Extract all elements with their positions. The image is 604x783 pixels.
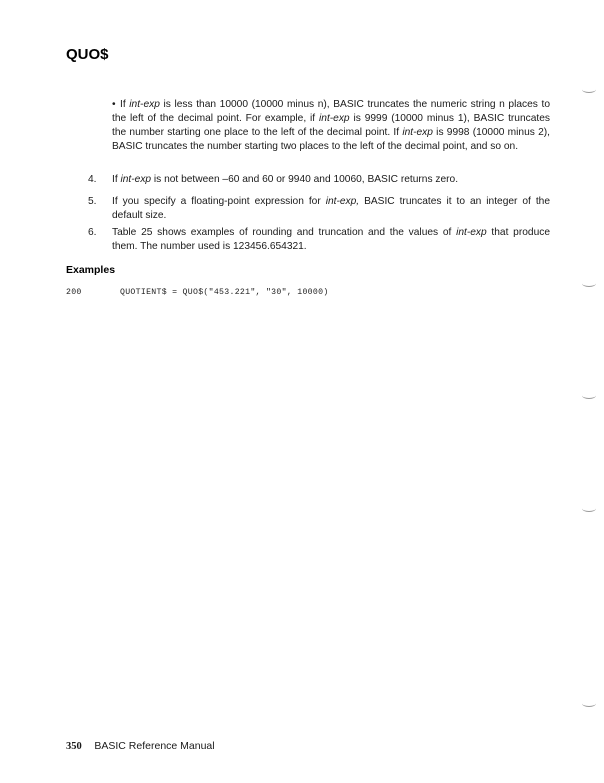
examples-heading: Examples xyxy=(66,264,116,276)
bullet-text: If int-exp is less than 10000 (10000 minus n), BASIC truncates the numeric string n places to the left of the decimal point. For example, if int-exp is 9999 (10000 minus 1), BASIC truncates the number starting one place to the left of the decimal point. If int-exp is 9998 (10000 minus 2), BASIC truncates the number starting two places to the left of the decimal point, and so on. xyxy=(112,99,550,152)
list-item-number: 6. xyxy=(88,227,97,238)
code-line-number: 200 xyxy=(66,288,82,297)
list-item-text: If you specify a floating-point expression for int-exp, BASIC truncates it to an integer of the default size. xyxy=(112,196,551,221)
list-item-text: Table 25 shows examples of rounding and truncation and the values of int-exp that produce them. The number used is 123456.654321. xyxy=(112,227,550,252)
code-statement: QUOTIENT$ = QUO$("453.221", "30", 10000) xyxy=(120,288,329,297)
list-item-number: 5. xyxy=(88,196,97,207)
binder-mark xyxy=(582,392,596,399)
binder-mark xyxy=(582,700,596,707)
page-heading: QUO$ xyxy=(66,46,109,63)
page-number: 350 xyxy=(66,741,82,752)
page-footer xyxy=(66,740,215,752)
list-item-number: 4. xyxy=(88,174,97,185)
list-item-text: If int-exp is not between –60 and 60 or 9940 and 10060, BASIC returns zero. xyxy=(112,174,459,185)
binder-mark xyxy=(582,505,596,512)
binder-mark xyxy=(582,86,596,93)
bullet-paragraph xyxy=(112,98,550,154)
manual-title: BASIC Reference Manual xyxy=(94,740,215,752)
binder-mark xyxy=(582,280,596,287)
bullet-icon: • xyxy=(112,99,116,110)
